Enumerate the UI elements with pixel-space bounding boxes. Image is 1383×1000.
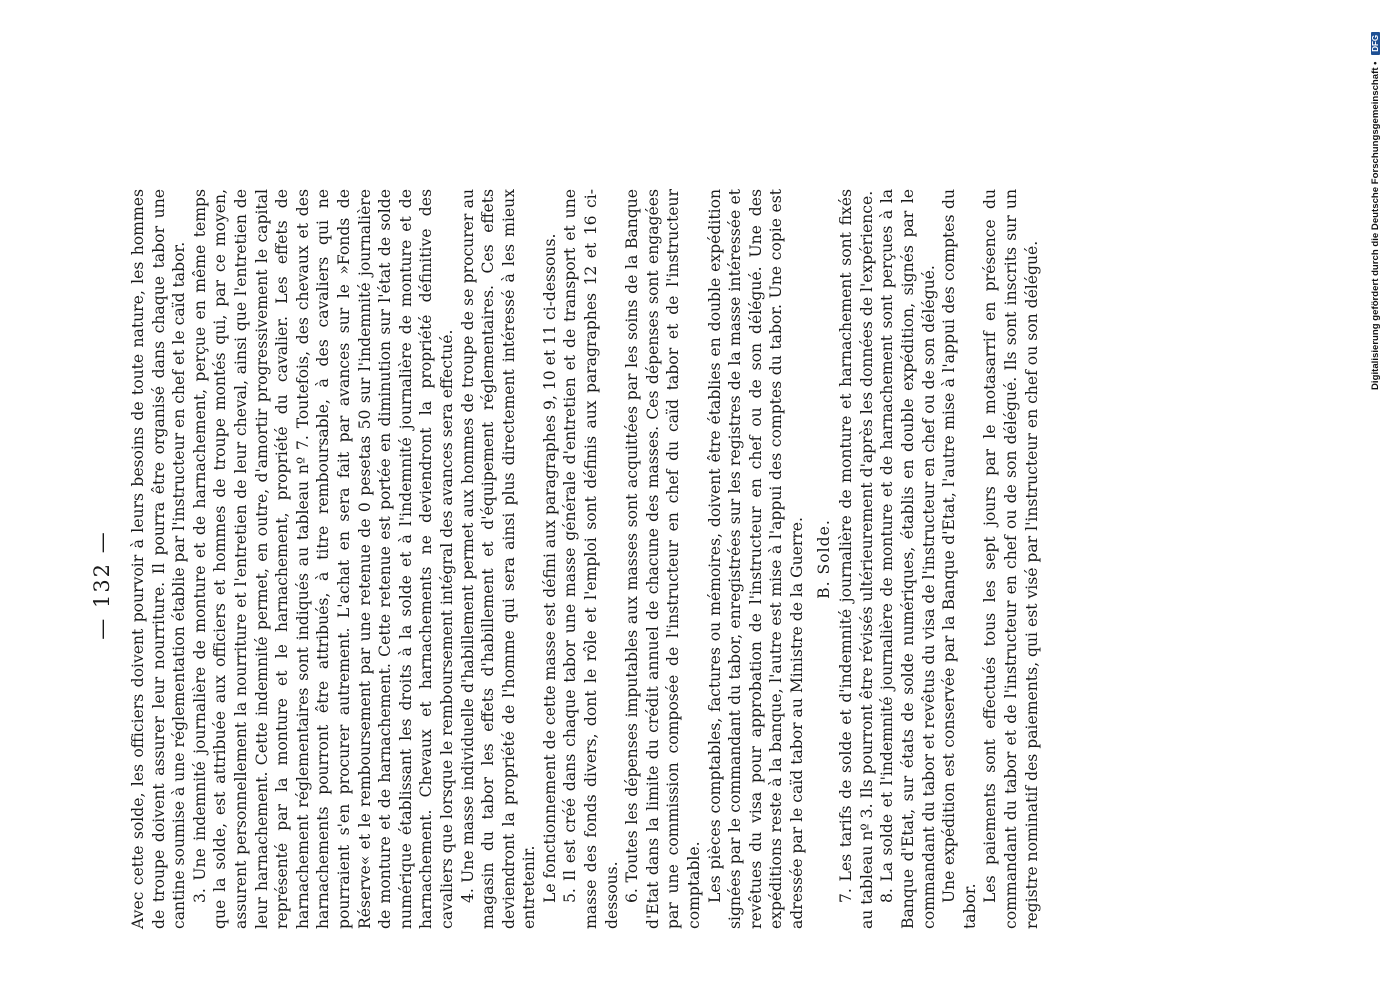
paragraph: 4. Une masse individuelle d'habillement permet aux hommes de troupe de se procurer au magasin du tabor les effets d'habillement et d'équipement réglementaires. Ces effets deviendront la propriété de l'homme qui sera ainsi plus directement intéressé à les mieux entretenir. [458,189,539,929]
paragraph: 7. Les tarifs de solde et d'indemnité journalière de monture et harnachement sont fixés au tableau nº 3. Ils pourront être révisés ultérieurement d'après les données de l'expérience. [837,189,876,929]
paragraph: 8. La solde et l'indemnité journalière de monture et de harnachement sont perçues à la Banque d'Etat, sur états de solde numériques, établis en double expédition, signés par le commandant du tabor et revêtus du visa de l'instructeur en chef ou de son délégué. [878,189,938,929]
paragraph: Avec cette solde, les officiers doivent pourvoir à leurs besoins de toute nature, les hommes de troupe doivent assurer leur nourriture. Il pourra être organisé dans chaque tabor une cantine soumise à une réglementation établie par l'instructeur en chef et le caïd tabor. [129,189,189,929]
credit-text: Digitalisierung gefördert durch die Deutsche Forschungsgemeinschaft • [1370,61,1381,390]
paragraph: Les pièces comptables, factures ou mémoires, doivent être établies en double expédition signées par le commandant du tabor, enregistrées sur les registres de la masse intéressée et revêtues du visa pour approbation de l'instructeur en chef ou de son délégué. Une des expéditions reste à la banque, l'autre est mise à l'appui des comptes du tabor. Une copie est adressée par le caïd tabor au Ministre de la Guerre. [705,189,806,929]
rotated-document-page [70,55,1310,955]
paragraph: 3. Une indemnité journalière de monture et de harnachement, perçue en même temps que la solde, est attribuée aux officiers et hommes de troupe montés qui, par ce moyen, assurent personnellement la nourriture et l'entretien de leur cheval, ainsi que l'entretien de leur harnachement. Cette indemnité permet, en outre, d'amortir progressivement le capital représenté par la monture et le harnachement, propriété du cavalier. Les effets de harnachement réglementaires sont indiqués au tableau nº 7. Toutefois, des chevaux et des harnachements pourront être attribués, à titre remboursable, à des cavaliers qui ne pourraient s'en procurer autrement. L'achat en sera fait par avances sur le »Fonds de Réserve« et le remboursement par une retenue de 0 pesetas 50 sur l'indemnité journalière de monture et de harnachement. Cette retenue est portée en diminution sur l'état de solde numérique établissant les droits à la solde et à l'indemnité journalière de monture et de harnachement. Chevaux et harnachements ne deviendront la propriété définitive des cavaliers que lorsque le remboursement intégral des avances sera effectué. [190,189,456,929]
section-heading: B. Solde. [814,519,833,599]
body-text [128,189,1042,929]
dfg-logo: DFG [1371,32,1380,55]
digitization-credit [1370,10,1380,390]
paragraph: Le fonctionnement de cette masse est défini aux paragraphes 9, 10 et 11 ci-dessous. [540,233,559,903]
paragraph: Une expédition est conservée par la Banque d'Etat, l'autre mise à l'appui des comptes du tabor. [940,189,979,929]
page-number: — 132 — [90,530,114,640]
paragraph: Les paiements sont effectués tous les sept jours par le motasarrif en présence du commandant du tabor et de l'instructeur en chef ou de son délégué. Ils sont inscrits sur un registre nominatif des paiements, qui est visé par l'instructeur en chef ou son délégué. [981,189,1041,929]
paragraph: 5. Il est créé dans chaque tabor une masse générale d'entretien et de transport et une masse des fonds divers, dont le rôle et l'emploi sont définis aux paragraphes 12 et 16 ci-dessous. [561,189,621,929]
paragraph: 6. Toutes les dépenses imputables aux masses sont acquittées par les soins de la Banque d'Etat dans la limite du crédit annuel de chacune des masses. Ces dépenses sont engagées par une commission composée de l'instructeur en chef du caïd tabor et de l'instructeur comptable. [623,189,704,929]
